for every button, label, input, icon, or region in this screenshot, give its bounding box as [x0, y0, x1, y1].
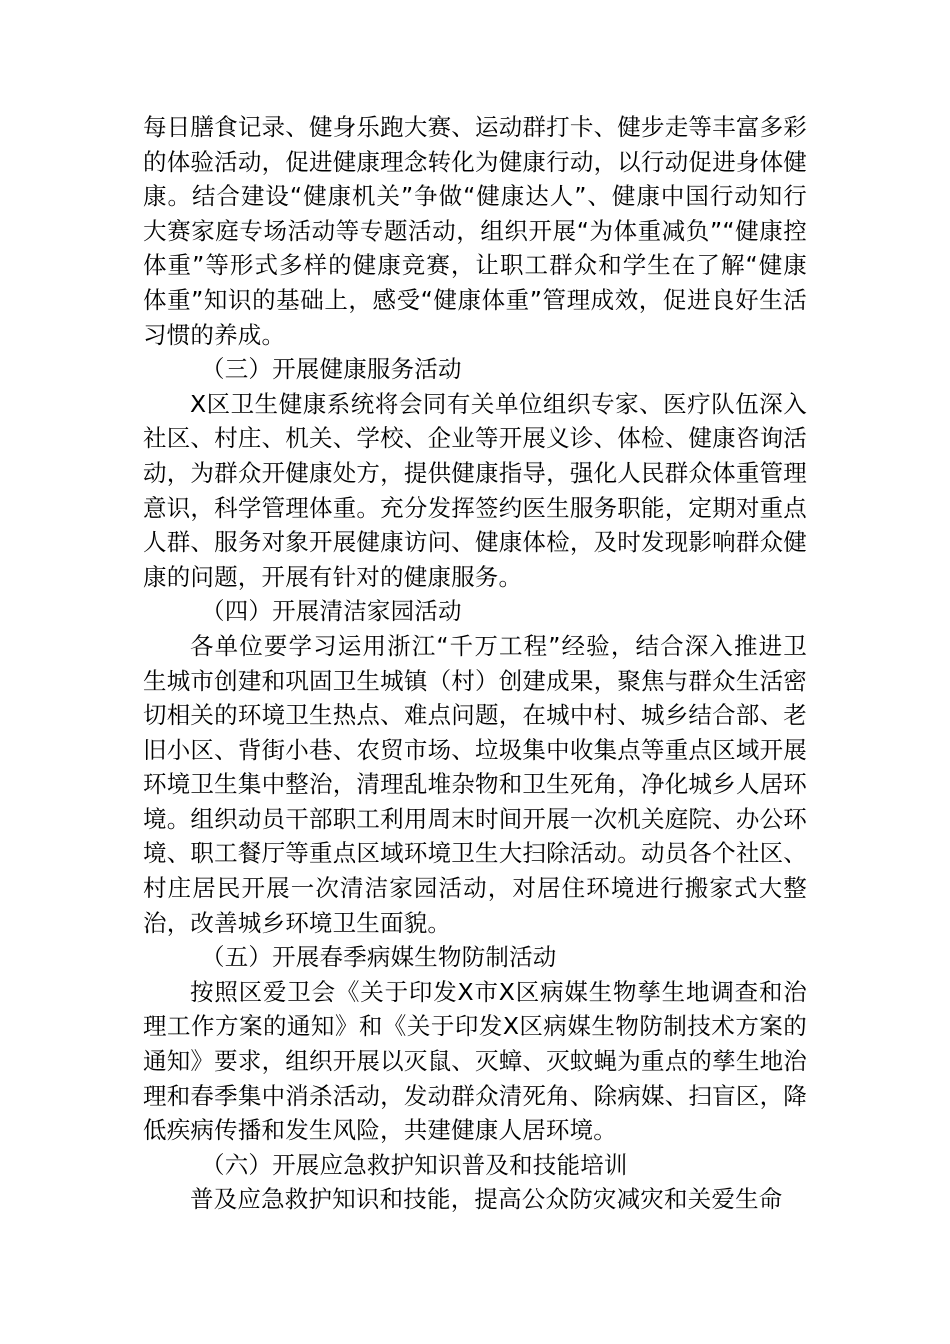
paragraph-health-service: X区卫生健康系统将会同有关单位组织专家、医疗队伍深入社区、村庄、机关、学校、企业等开展义诊、体检、健康咨询活动，为群众开健康处方，提供健康指导，强化人民群众体重管理意识，科学管理体重。充分发挥签约医生服务职能，定期对重点人群、服务对象开展健康访问、健康体检，及时发现影响群众健康的问题，开展有针对的健康服务。 — [143, 389, 807, 591]
heading-vector-control: （五）开展春季病媒生物防制活动 — [201, 943, 557, 972]
paragraph-first-aid-training: 普及应急救护知识和技能，提高公众防灾减灾和关爱生命 — [190, 1185, 783, 1214]
heading-health-service: （三）开展健康服务活动 — [201, 355, 462, 384]
heading-first-aid-training: （六）开展应急救护知识普及和技能培训 — [201, 1150, 628, 1179]
heading-clean-home: （四）开展清洁家园活动 — [201, 597, 462, 626]
document-page — [143, 110, 807, 1217]
paragraph-clean-home: 各单位要学习运用浙江“千万工程”经验，结合深入推进卫生城市创建和巩固卫生城镇（村）创建成果，聚焦与群众生活密切相关的环境卫生热点、难点问题，在城中村、城乡结合部、老旧小区、背街小巷、农贸市场、垃圾集中收集点等重点区域开展环境卫生集中整治，清理乱堆杂物和卫生死角，净化城乡人居环境。组织动员干部职工利用周末时间开展一次机关庭院、办公环境、职工餐厅等重点区域环境卫生大扫除活动。动员各个社区、村庄居民开展一次清洁家园活动，对居住环境进行搬家式大整治，改善城乡环境卫生面貌。 — [143, 631, 807, 937]
paragraph-vector-control: 按照区爱卫会《关于印发X市X区病媒生物孳生地调查和治理工作方案的通知》和《关于印发X区病媒生物防制技术方案的通知》要求，组织开展以灭鼠、灭蟑、灭蚊蝇为重点的孳生地治理和春季集中消杀活动，发动群众清死角、除病媒、扫盲区，降低疾病传播和发生风险，共建健康人居环境。 — [143, 977, 807, 1145]
paragraph-health-activities: 每日膳食记录、健身乐跑大赛、运动群打卡、健步走等丰富多彩的体验活动，促进健康理念转化为健康行动，以行动促进身体健康。结合建设“健康机关”争做“健康达人”、健康中国行动知行大赛家庭专场活动等专题活动，组织开展“为体重减负”“健康控体重”等形式多样的健康竞赛，让职工群众和学生在了解“健康体重”知识的基础上，感受“健康体重”管理成效，促进良好生活习惯的养成。 — [143, 113, 807, 349]
